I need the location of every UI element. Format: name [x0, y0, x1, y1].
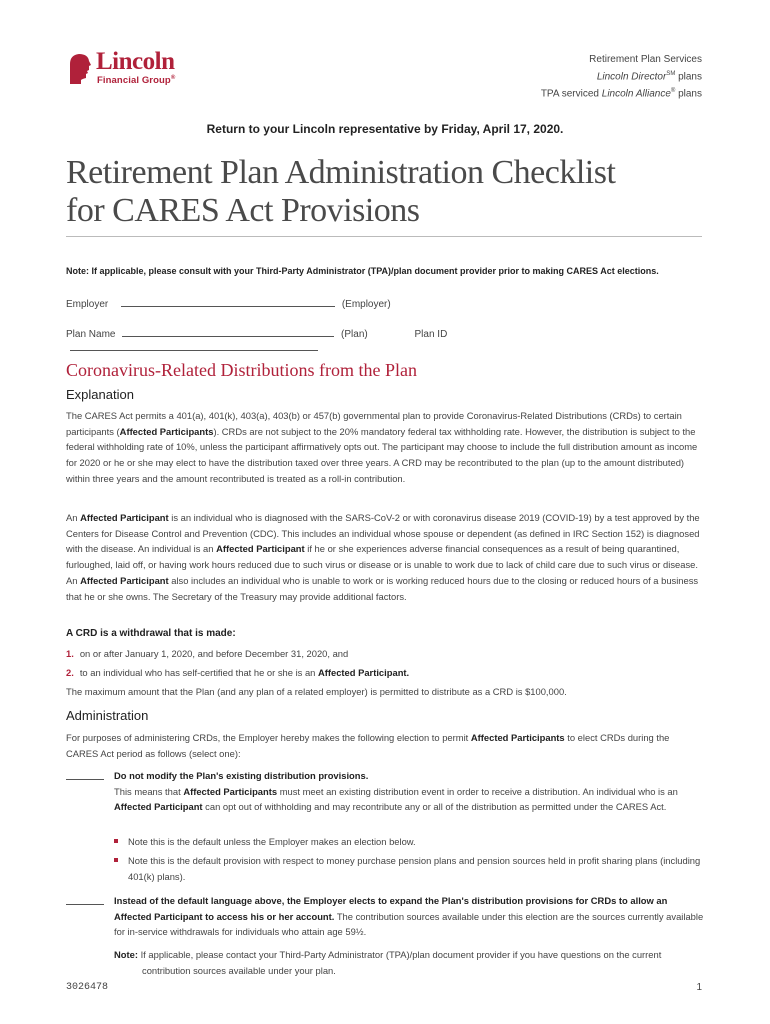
explanation-paragraph-1: The CARES Act permits a 401(a), 401(k), 403(a), 403(b) or 457(b) governmental plan to provide Coronavirus-Related Distributions (CRDs) to certain participants (Affected Participants). CRDs are not subject to the 20% mandatory federal tax withholding rate. However, the distribution is subject to the federal withholding rate of 10%, unless the participant affirmatively opts out. The participant may choose to include the full distribution amount as income for 2020 or he or she may elect to have the distribution taxed over three years. A CRD may be recontributed to the plan (up to the amount distributed) within three years and the amount recontributed is treated as a roll-in contribution.: [66, 410, 698, 484]
lincoln-logo: [66, 48, 196, 92]
logo-brand-text: Lincoln: [96, 48, 175, 75]
header-line-1: Retirement Plan Services: [589, 54, 702, 65]
option-1-bullet-2: Note this is the default provision with respect to money purchase pension plans and pension sources held in profit sharing plans (including 401(k) plans).: [114, 853, 704, 884]
header-line-2: Lincoln Director℠ plans: [596, 71, 702, 83]
tpa-note: Note: If applicable, please consult with your Third-Party Administrator (TPA)/plan document provider prior to making CARES Act elections.: [66, 266, 659, 276]
plan-name-label: Plan Name: [66, 329, 116, 340]
employer-label: Employer: [66, 299, 109, 310]
option-2-note: Note: If applicable, please contact your Third-Party Administrator (TPA)/plan document provider if you have questions on the current contribution sources available under your plan.: [114, 949, 662, 976]
section-title-crd: Coronavirus-Related Distributions from the Plan: [66, 360, 417, 380]
page-title: Retirement Plan Administration Checklist for CARES Act Provisions: [66, 154, 616, 229]
document-id: 3026478: [66, 982, 109, 993]
crd-condition-2: 2. to an individual who has self-certified that he or she is an Affected Participant.: [66, 667, 410, 678]
plan-name-input-line[interactable]: [122, 326, 334, 337]
employer-suffix: (Employer): [341, 299, 391, 310]
bullet-square-icon: [114, 858, 118, 862]
option-1-block: [114, 768, 704, 815]
explanation-paragraph-2: An Affected Participant is an individual who is diagnosed with the SARS-CoV-2 or with coronavirus disease 2019 (COVID-19) by a test approved by the Centers for Disease Control and Prevention (CDC). This includes an individual whose spouse or dependent (as defined in IRC Section 152) is diagnosed with the disease. An individual is an Affected Participant if he or she experiences adverse financial consequences as a result of being quarantined, furloughed, laid off, or having work hours reduced due to such virus or disease or is unable to work due to lack of child care due to such virus or disease. An Affected Participant also includes an individual who is unable to work or is working reduced hours due to the closing or reduced hours of a business that he or she owns. The Secretary of the Treasury may provide additional factors.: [66, 512, 700, 602]
option-2-lead: Instead of the default language above, the Employer elects to expand the Plan's distribution provisions for CRDs to allow an Affected Participant to access his or her account.: [114, 895, 668, 922]
logo-sub-text: Financial Group®: [97, 75, 176, 87]
explanation-heading: Explanation: [66, 387, 134, 402]
plan-id-label: Plan ID: [414, 329, 448, 340]
return-deadline: Return to your Lincoln representative by Friday, April 17, 2020.: [206, 122, 564, 136]
option-2-block: [114, 893, 704, 940]
administration-intro: For purposes of administering CRDs, the Employer hereby makes the following election to permit Affected Participants to elect CRDs during the CARES Act period as follows (select one):: [66, 732, 670, 759]
option-1-lead: Do not modify the Plan's existing distribution provisions.: [114, 770, 369, 781]
option-1-select-blank[interactable]: [66, 779, 104, 780]
option-2-text: The contribution sources available under this election are the sources currently available for in-service withdrawals for individuals who attain age 59½.: [114, 910, 704, 937]
plan-id-input-line[interactable]: [70, 340, 318, 351]
plan-suffix: (Plan): [341, 329, 368, 340]
option-1-bullet-1: Note this is the default unless the Employer makes an election below.: [114, 834, 704, 850]
option-1-text: This means that Affected Participants must meet an existing distribution event in order to receive a distribution. An individual who is an Affected Participant can opt out of withholding and may recontribute any or all of the distribution as permitted under the CARES Act.: [114, 785, 678, 812]
header-plan-services: [541, 52, 702, 102]
crd-condition-1: 1. on or after January 1, 2020, and before December 31, 2020, and: [66, 648, 349, 659]
plan-field-row: [66, 326, 702, 354]
title-divider: [66, 236, 702, 237]
page-number: 1: [696, 982, 702, 993]
option-2-select-blank[interactable]: [66, 904, 104, 905]
crd-max-amount: The maximum amount that the Plan (and any plan of a related employer) is permitted to distribute as a CRD is $100,000.: [66, 686, 567, 697]
employer-field-row: [66, 296, 391, 310]
administration-heading: Administration: [66, 708, 149, 723]
crd-definition-heading: A CRD is a withdrawal that is made:: [66, 628, 236, 639]
employer-input-line[interactable]: [121, 296, 335, 307]
header-line-3: TPA serviced Lincoln Alliance® plans: [540, 88, 702, 100]
bullet-square-icon: [114, 839, 118, 843]
lincoln-profile-icon: [66, 52, 94, 86]
